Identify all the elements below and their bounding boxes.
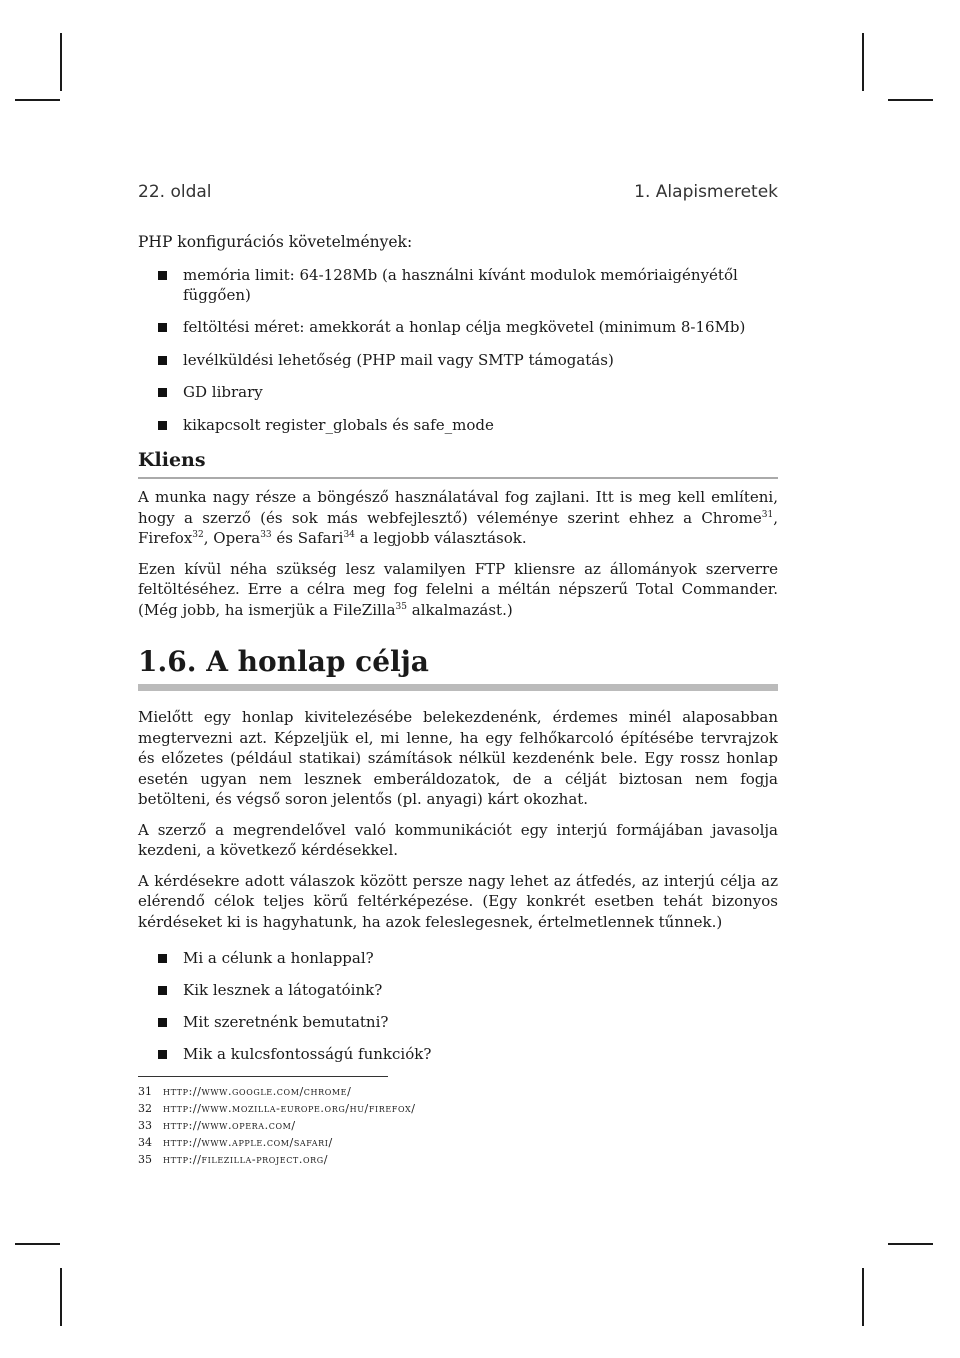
requirements-intro: PHP konfigurációs követelmények: — [138, 233, 413, 251]
questions-list — [138, 948, 778, 1064]
crop-mark — [862, 1268, 864, 1326]
bullet-square-icon — [158, 986, 167, 995]
bullet-square-icon — [158, 954, 167, 963]
list-item: feltöltési méret: amekkorát a honlap célja megkövetel (minimum 8-16Mb) — [158, 317, 778, 337]
paragraph: Ezen kívül néha szükség lesz valamilyen FTP kliensre az állományok szerverre feltöltéséhez. Erre a célra meg fog felelni a méltán népszerű Total Commander. (Még jobb, ha ismerjük a FileZilla$^{35}$ alkalmazást.) — [138, 559, 778, 619]
footnote-link[interactable]: http://www.apple.com/safari/ — [163, 1136, 333, 1149]
list-item: kikapcsolt register_globals és safe_mode — [158, 415, 778, 435]
paragraph: A szerző a megrendelővel való kommunikációt egy interjú formájában javasolja kezdeni, a következő kérdésekkel. — [138, 820, 778, 859]
list-item: GD library — [158, 382, 778, 402]
crop-mark — [888, 99, 933, 101]
page-body — [138, 232, 778, 1168]
footnote-link[interactable]: http://www.mozilla-europe.org/hu/firefox/ — [163, 1102, 416, 1115]
bullet-square-icon — [158, 421, 167, 430]
footnote-link[interactable]: http://filezilla-project.org/ — [163, 1153, 329, 1166]
footnotes — [138, 1083, 778, 1168]
crop-mark — [60, 1268, 62, 1326]
bullet-square-icon — [158, 388, 167, 397]
footnote: 33 http://www.opera.com/ — [138, 1119, 296, 1132]
crop-mark — [60, 33, 62, 91]
list-item: Mi a célunk a honlappal? — [158, 948, 778, 968]
crop-mark — [862, 33, 864, 91]
paragraph: A kérdésekre adott válaszok között persze nagy lehet az átfedés, az interjú célja az elérendő célok teljes körű feltérképezése. (Egy konkrét esetben tehát bizonyos kérdéseket ki is hagyhatunk, ha azok feleslegesnek, értelmetlennek tűnnek.) — [138, 871, 778, 931]
requirements-list — [138, 265, 778, 435]
list-item: Mit szeretnénk bemutatni? — [158, 1012, 778, 1032]
footnote: 32 http://www.mozilla-europe.org/hu/firefox/ — [138, 1102, 416, 1115]
section-heading: 1.6. A honlap célja — [138, 645, 429, 678]
bullet-square-icon — [158, 356, 167, 365]
running-header — [138, 182, 778, 208]
crop-mark — [888, 1243, 933, 1245]
list-item: memória limit: 64-128Mb (a használni kívánt modulok memóriaigényétől függően) — [158, 265, 778, 305]
paragraph: Mielőtt egy honlap kivitelezésébe belekezdenénk, érdemes minél alaposabban megtervezni azt. Képzeljük el, mi lenne, ha egy felhőkarcoló építésébe tervrajzok és előzetes (például statikai) számítások nélkül kezdenénk bele. Egy rossz honlap esetén ugyan nem lesznek emberáldozatok, de a célját biztosan nem fogja betölteni, és végső soron jelentős (pl. anyagi) kárt okozhat. — [138, 708, 778, 808]
bullet-square-icon — [158, 271, 167, 280]
footnote: 35 http://filezilla-project.org/ — [138, 1153, 329, 1166]
footnote-ref[interactable]: 33 — [260, 530, 272, 540]
list-item: Kik lesznek a látogatóink? — [158, 980, 778, 1000]
bullet-square-icon — [158, 1050, 167, 1059]
footnote-ref[interactable]: 31 — [761, 509, 774, 520]
chapter-title: 1. Alapismeretek — [634, 182, 778, 202]
footnote-ref[interactable]: 32 — [192, 530, 204, 540]
bullet-square-icon — [158, 1018, 167, 1027]
footnote: 34 http://www.apple.com/safari/ — [138, 1136, 333, 1149]
paragraph: A munka nagy része a böngésző használatával fog zajlani. Itt is meg kell említeni, hogy a szerző (és sok más webfejlesztő) véleménye szerint ehhez a Chrome$^{31}$, Firefox$^{32}$, Opera$^{33}$ és Safari$^{34}$ a legjobb választások. — [138, 488, 778, 547]
page-number: 22. oldal — [138, 182, 212, 202]
footnote-divider — [138, 1076, 388, 1077]
crop-mark — [15, 99, 60, 101]
bullet-square-icon — [158, 323, 167, 332]
heading-rule — [138, 477, 778, 479]
footnote-link[interactable]: http://www.opera.com/ — [163, 1119, 296, 1132]
footnote: 31 http://www.google.com/chrome/ — [138, 1085, 352, 1098]
footnote-ref[interactable]: 34 — [343, 530, 355, 540]
footnote-link[interactable]: http://www.google.com/chrome/ — [163, 1085, 352, 1098]
list-item: Mik a kulcsfontosságú funkciók? — [158, 1044, 778, 1064]
footnote-ref[interactable]: 35 — [395, 601, 407, 612]
list-item: levélküldési lehetőség (PHP mail vagy SMTP támogatás) — [158, 350, 778, 370]
section-heading-kliens: Kliens — [138, 449, 206, 471]
crop-mark — [15, 1243, 60, 1245]
heading-rule — [138, 684, 778, 691]
